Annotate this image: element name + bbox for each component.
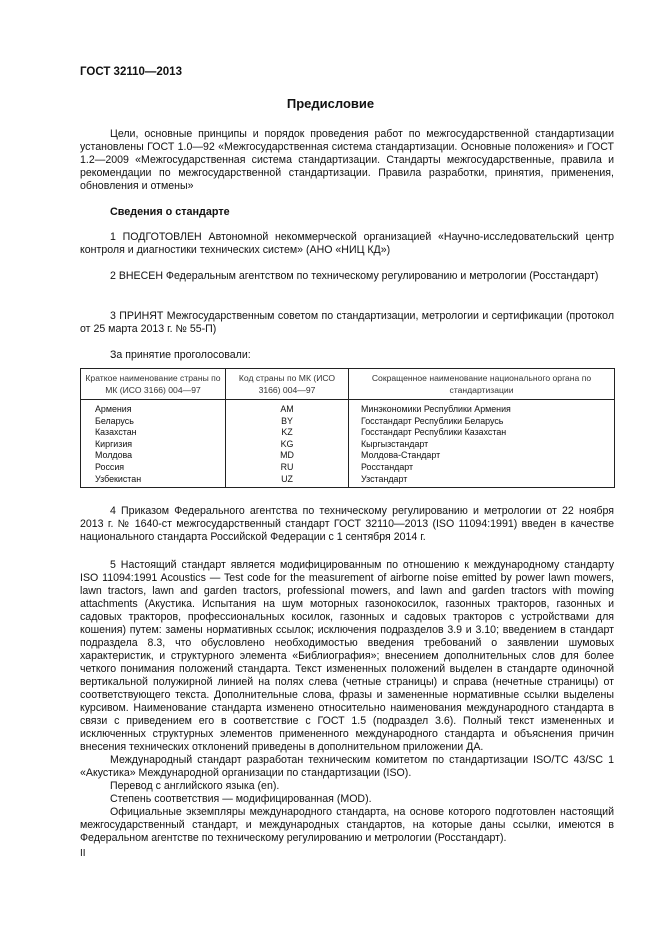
page-title: Предисловие — [286, 96, 375, 111]
cell-country: Узбекистан — [81, 474, 226, 488]
item-4 — [80, 505, 614, 544]
item-1 — [80, 231, 614, 257]
conformity-paragraph: Степень соответствия — модифицированная (MOD). — [110, 793, 372, 805]
table-header-country: Краткое наименование страны по МК (ИСО 3166) 004—97 — [81, 369, 226, 400]
cell-country: Армения — [81, 400, 226, 416]
cell-country: Казахстан — [81, 427, 226, 439]
votes-table — [80, 368, 615, 488]
table-row — [81, 427, 615, 439]
table-row — [81, 400, 615, 416]
page-number: II — [80, 848, 86, 859]
cell-body: Минэкономики Республики Армения — [349, 400, 615, 416]
official-copies-paragraph: Официальные экземпляры международного стандарта, на основе которого подготовлен настоящий межгосударственный стандарт, и международных стандартов, на которые даны ссылки, имеются в Федеральном агентстве по техническому регулированию и метрологии (Росстандарт). — [80, 806, 614, 844]
cell-code: KG — [226, 439, 349, 451]
table-header-code: Код страны по МК (ИСО 3166) 004—97 — [226, 369, 349, 400]
cell-country: Молдова — [81, 450, 226, 462]
item-2 — [80, 270, 614, 283]
cell-country: Киргизия — [81, 439, 226, 451]
item-4-text: 4 Приказом Федерального агентства по техническому регулированию и метрологии от 22 ноября 2013 г. № 1640-ст межгосударственный стандарт ГОСТ 32110—2013 (ISO 11094:1991) введен в качестве национального стандарта Российской Федерации с 1 сентября 2014 г. — [80, 505, 614, 543]
cell-body: Кыргызстандарт — [349, 439, 615, 451]
intro-text: Цели, основные принципы и порядок проведения работ по межгосударственной стандартизации установлены ГОСТ 1.0—92 «Межгосударственная система стандартизации. Основные положения» и ГОСТ 1.2—2009 «Межгосударственная система стандартизации. Стандарты межгосударственные, правила и рекомендации по межгосударственной стандартизации. Правила разработки, принятия, применения, обновления и отмены» — [80, 128, 614, 192]
cell-country: Беларусь — [81, 416, 226, 428]
tc-paragraph: Международный стандарт разработан техническим комитетом по стандартизации ISO/TC 43/SC 1 «Акустика» Международной организации по стандартизации (ISO). — [80, 754, 614, 779]
cell-code: KZ — [226, 427, 349, 439]
section-heading: Сведения о стандарте — [110, 206, 230, 218]
table-header-row — [81, 369, 615, 400]
table-row — [81, 450, 615, 462]
standard-code: ГОСТ 32110—2013 — [80, 66, 182, 78]
cell-country: Россия — [81, 462, 226, 474]
table-row — [81, 416, 615, 428]
votes-lead: За принятие проголосовали: — [110, 349, 251, 361]
cell-body: Узстандарт — [349, 474, 615, 488]
item-5-text: 5 Настоящий стандарт является модифицированным по отношению к международному стандарту ISO 11094:1991 Acoustics — Test code for the measurement of airborne noise emitted by power lawn mowers, lawn tractors, lawn and garden tractors, professional mowers, and lawn and garden tractors with mowing attachments (Акустика. Испытания на шум моторных газонокосилок, газонных тракторов, газонных и садовых тракторов, профессиональных косилок, газонных и садовых тракторов с устройствами для кошения) путем: замены нормативных ссылок; исключения подразделов 3.9 и 3.10; введением в стандарт подраздела 8.3, что обусловлено необходимостью введения требований о заявлении шумовых характеристик, и структурного элемента «Библиография»; внесением дополнительных слов для более четкого понимания положений стандарта. Текст измененных положений выделен в стандарте одиночной вертикальной полужирной линией на полях слева (четные страницы) и справа (нечетные страницы) от соответствующего текста. Дополнительные слова, фразы и замененные нормативные ссылки выделены курсивом. Наименование стандарта изменено относительно наименования международного стандарта в связи с приведением его в соответствие с ГОСТ 1.5 (подраздел 3.6). Полный текст измененных и исключенных структурных элементов примененного международного стандарта и объяснения причин внесения технических отклонений приведены в дополнительном приложении ДА. — [80, 559, 614, 753]
item-1-text: 1 ПОДГОТОВЛЕН Автономной некоммерческой организацией «Научно-исследовательский центр контроля и диагностики технических систем» (АНО «НИЦ КД») — [80, 231, 614, 256]
table-row — [81, 462, 615, 474]
cell-code: UZ — [226, 474, 349, 488]
item-3-text: 3 ПРИНЯТ Межгосударственным советом по стандартизации, метрологии и сертификации (протокол от 25 марта 2013 г. № 55-П) — [80, 310, 614, 335]
cell-code: BY — [226, 416, 349, 428]
cell-code: AM — [226, 400, 349, 416]
translation-paragraph: Перевод с английского языка (en). — [110, 780, 280, 792]
cell-body: Госстандарт Республики Казахстан — [349, 427, 615, 439]
cell-code: RU — [226, 462, 349, 474]
item-2-text: 2 ВНЕСЕН Федеральным агентством по техническому регулированию и метрологии (Росстандарт) — [110, 270, 599, 282]
cell-code: MD — [226, 450, 349, 462]
cell-body: Росстандарт — [349, 462, 615, 474]
table-header-body: Сокращенное наименование национального органа по стандартизации — [349, 369, 615, 400]
cell-body: Молдова-Стандарт — [349, 450, 615, 462]
intro-paragraph — [80, 128, 614, 193]
cell-body: Госстандарт Республики Беларусь — [349, 416, 615, 428]
item-5 — [80, 559, 614, 845]
table-row — [81, 439, 615, 451]
item-3 — [80, 310, 614, 336]
table-row — [81, 474, 615, 488]
